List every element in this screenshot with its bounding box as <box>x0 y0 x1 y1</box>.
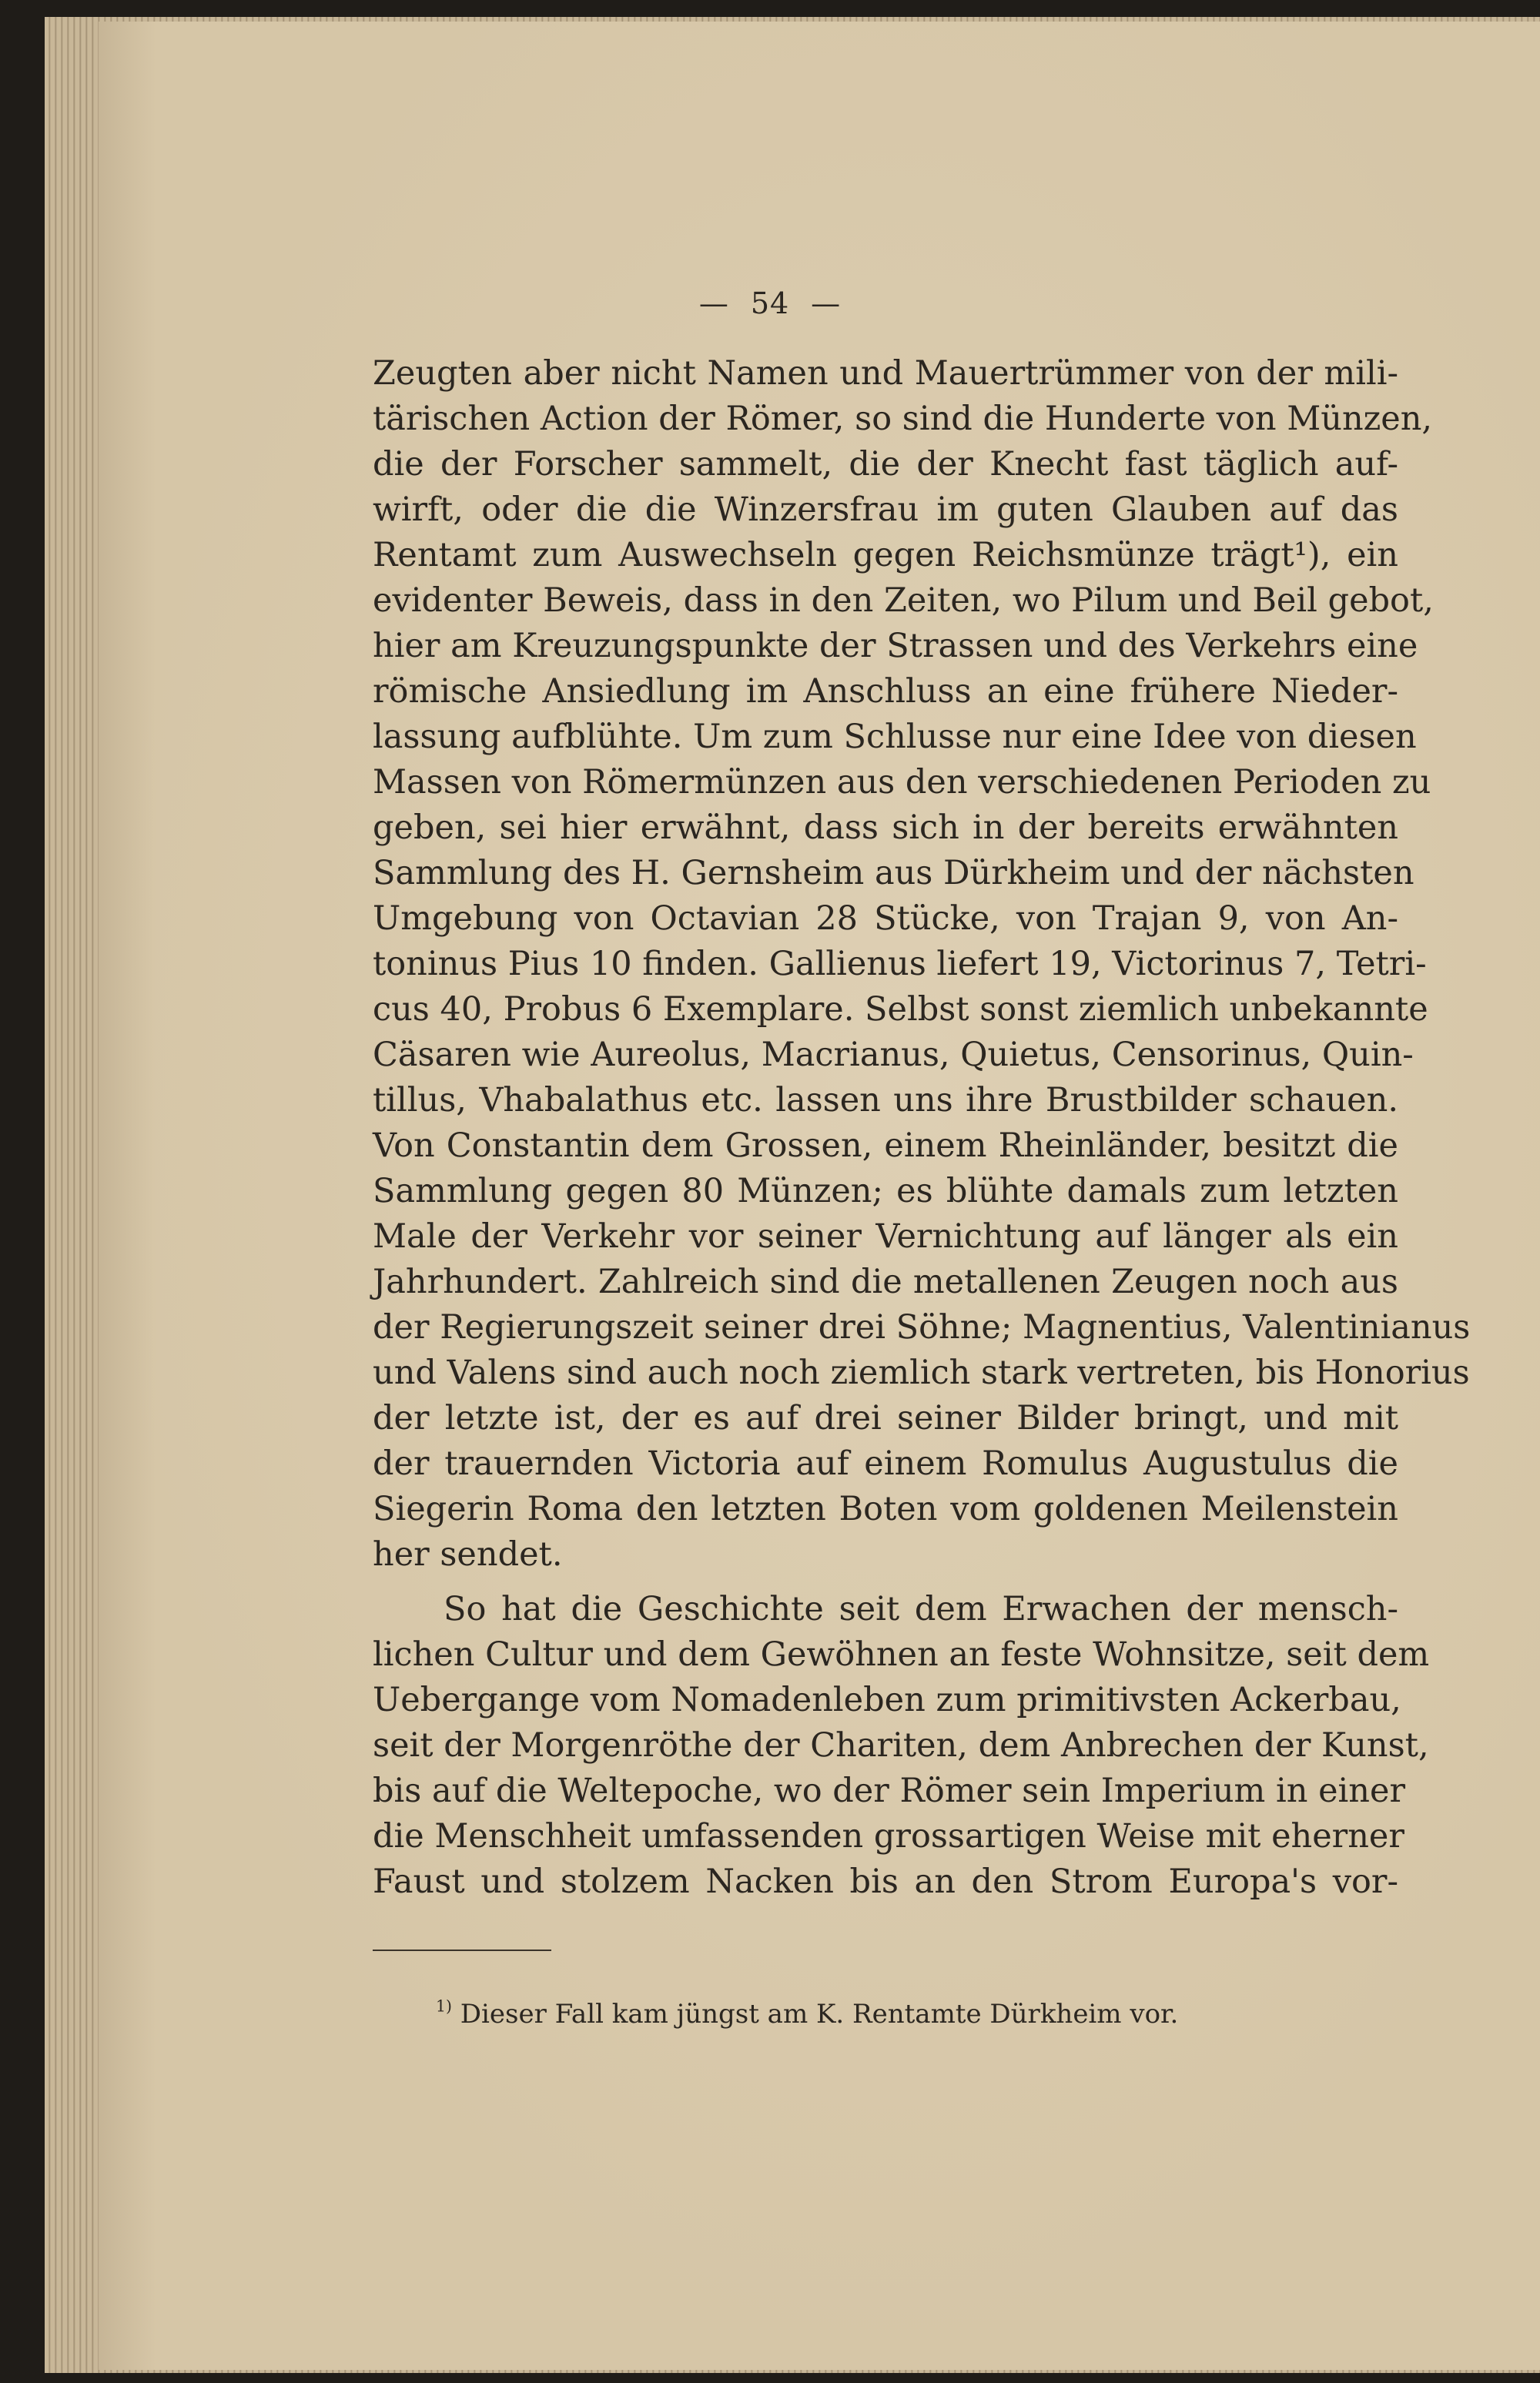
text-line: geben, sei hier erwähnt, dass sich in der bereits erwähnten <box>373 808 1398 847</box>
text-line: Rentamt zum Auswechseln gegen Reichsmünze trägt¹), ein <box>373 536 1398 574</box>
text-line: Uebergange vom Nomadenleben zum primitivsten Ackerbau, <box>373 1681 1401 1719</box>
text-line: Von Constantin dem Grossen, einem Rheinländer, besitzt die <box>373 1126 1398 1165</box>
text-line: der trauernden Victoria auf einem Romulus Augustulus die <box>373 1444 1398 1483</box>
text-line: und Valens sind auch noch ziemlich stark vertreten, bis Honorius <box>373 1354 1470 1392</box>
text-line: Umgebung von Octavian 28 Stücke, von Trajan 9, von An- <box>373 899 1398 938</box>
page-number-header <box>0 286 1540 320</box>
text-line: tillus, Vhabalathus etc. lassen uns ihre Brustbilder schauen. <box>373 1081 1398 1120</box>
text-line: Sammlung des H. Gernsheim aus Dürkheim und der nächsten <box>373 854 1414 892</box>
text-line: wirft, oder die die Winzersfrau im guten Glauben auf das <box>373 490 1398 529</box>
text-line: cus 40, Probus 6 Exemplare. Selbst sonst ziemlich unbekannte <box>373 990 1428 1029</box>
text-line: her sendet. <box>373 1535 563 1574</box>
text-line: Massen von Römermünzen aus den verschiedenen Perioden zu <box>373 763 1431 802</box>
text-line: Zeugten aber nicht Namen und Mauertrümmer von der mili- <box>373 354 1398 393</box>
text-line: römische Ansiedlung im Anschluss an eine frühere Nieder- <box>373 672 1398 711</box>
text-line: toninus Pius 10 finden. Gallienus liefert 19, Victorinus 7, Tetri- <box>373 945 1427 983</box>
text-line: So hat die Geschichte seit dem Erwachen der mensch- <box>444 1590 1398 1628</box>
page-number-dash-left: — <box>698 286 729 320</box>
text-line: tärischen Action der Römer, so sind die Hunderte von Münzen, <box>373 400 1433 438</box>
text-line: Male der Verkehr vor seiner Vernichtung auf länger als ein <box>373 1217 1398 1256</box>
body-text <box>373 351 1471 1905</box>
paragraph-1 <box>373 351 1471 1578</box>
text-line: seit der Morgenröthe der Chariten, dem Anbrechen der Kunst, <box>373 1726 1429 1765</box>
footnote-text: Dieser Fall kam jüngst am K. Rentamte Dürkheim vor. <box>460 1999 1179 2030</box>
paragraph-2 <box>373 1587 1430 1905</box>
text-line: bis auf die Weltepoche, wo der Römer sein Imperium in einer <box>373 1772 1405 1810</box>
footnote-marker: 1) <box>436 1996 452 2016</box>
text-line: lassung aufblühte. Um zum Schlusse nur eine Idee von diesen <box>373 718 1417 756</box>
text-line: der letzte ist, der es auf drei seiner Bilder bringt, und mit <box>373 1399 1398 1437</box>
text-line: Siegerin Roma den letzten Boten vom goldenen Meilenstein <box>373 1490 1398 1528</box>
text-line: lichen Cultur und dem Gewöhnen an feste Wohnsitze, seit dem <box>373 1635 1430 1674</box>
text-line: Faust und stolzem Nacken bis an den Strom Europa's vor- <box>373 1863 1398 1901</box>
page-number-dash-right: — <box>811 286 842 320</box>
text-line: evidenter Beweis, dass in den Zeiten, wo Pilum und Beil gebot, <box>373 581 1434 620</box>
text-line: die Menschheit umfassenden grossartigen Weise mit eherner <box>373 1817 1404 1856</box>
text-line: Sammlung gegen 80 Münzen; es blühte damals zum letzten <box>373 1172 1398 1210</box>
footnote <box>436 1996 1179 2030</box>
text-line: hier am Kreuzungspunkte der Strassen und des Verkehrs eine <box>373 627 1418 665</box>
text-line: der Regierungszeit seiner drei Söhne; Magnentius, Valentinianus <box>373 1308 1471 1347</box>
page-number: 54 <box>750 286 790 320</box>
paragraph-gap <box>373 1578 1398 1587</box>
text-line: die der Forscher sammelt, die der Knecht fast täglich auf- <box>373 445 1398 484</box>
footnote-divider <box>373 1950 551 1951</box>
text-line: Cäsaren wie Aureolus, Macrianus, Quietus, Censorinus, Quin- <box>373 1036 1414 1074</box>
text-line: Jahrhundert. Zahlreich sind die metallenen Zeugen noch aus <box>373 1263 1398 1301</box>
